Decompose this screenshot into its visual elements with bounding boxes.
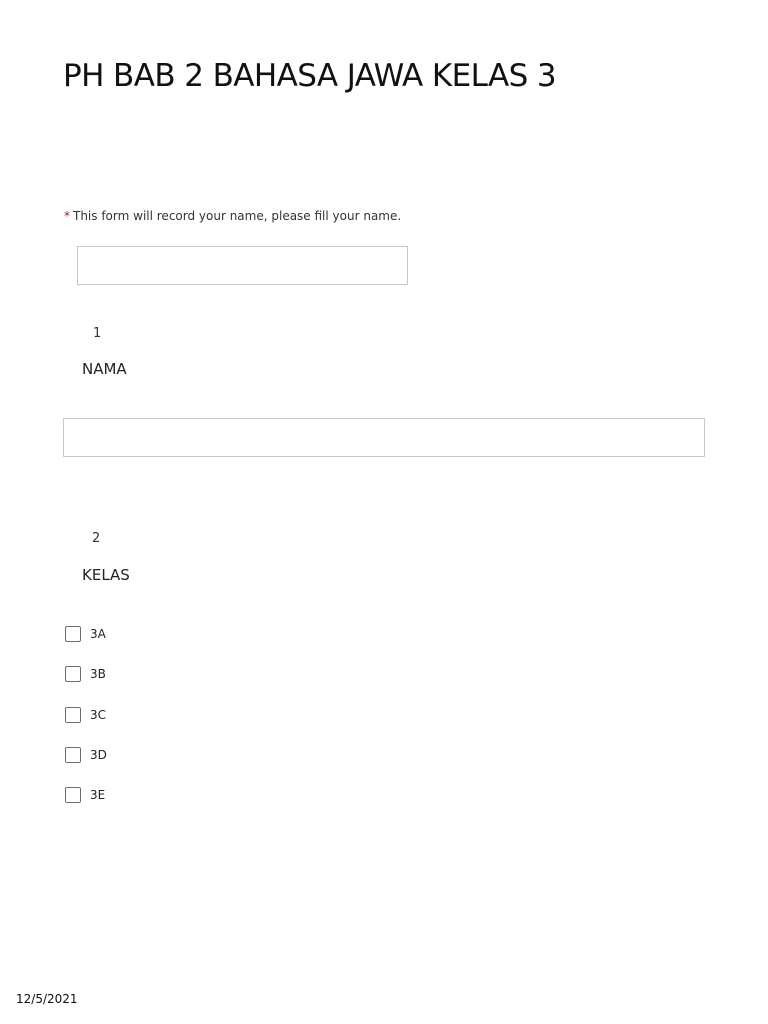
checkbox-3c[interactable] xyxy=(65,707,81,723)
question-2-title: KELAS xyxy=(82,566,130,584)
option-label-3b[interactable]: 3B xyxy=(90,667,106,681)
question-1-number: 1 xyxy=(93,326,102,341)
print-date: 12/5/2021 xyxy=(16,992,78,1006)
checkbox-3a[interactable] xyxy=(65,626,81,642)
checkbox-3e[interactable] xyxy=(65,787,81,803)
question-1-title: NAMA xyxy=(82,360,127,378)
kelas-option-3a[interactable] xyxy=(65,625,106,643)
checkbox-3d[interactable] xyxy=(65,747,81,763)
kelas-option-3c[interactable] xyxy=(65,706,106,724)
option-label-3c[interactable]: 3C xyxy=(90,708,107,722)
name-record-input[interactable] xyxy=(77,246,408,285)
option-label-3e[interactable]: 3E xyxy=(90,788,106,802)
kelas-option-3b[interactable] xyxy=(65,665,106,683)
checkbox-3b[interactable] xyxy=(65,666,81,682)
option-label-3d[interactable]: 3D xyxy=(90,748,107,762)
form-title: PH BAB 2 BAHASA JAWA KELAS 3 xyxy=(63,58,557,94)
kelas-option-3e[interactable] xyxy=(65,786,105,804)
option-label-3a[interactable]: 3A xyxy=(90,627,106,641)
kelas-option-3d[interactable] xyxy=(65,746,107,764)
question-2-number: 2 xyxy=(92,531,101,546)
notice-text: This form will record your name, please fill your name. xyxy=(73,209,402,223)
name-record-notice xyxy=(64,208,401,224)
nama-answer-input[interactable] xyxy=(63,418,705,457)
required-asterisk: * xyxy=(64,209,70,223)
